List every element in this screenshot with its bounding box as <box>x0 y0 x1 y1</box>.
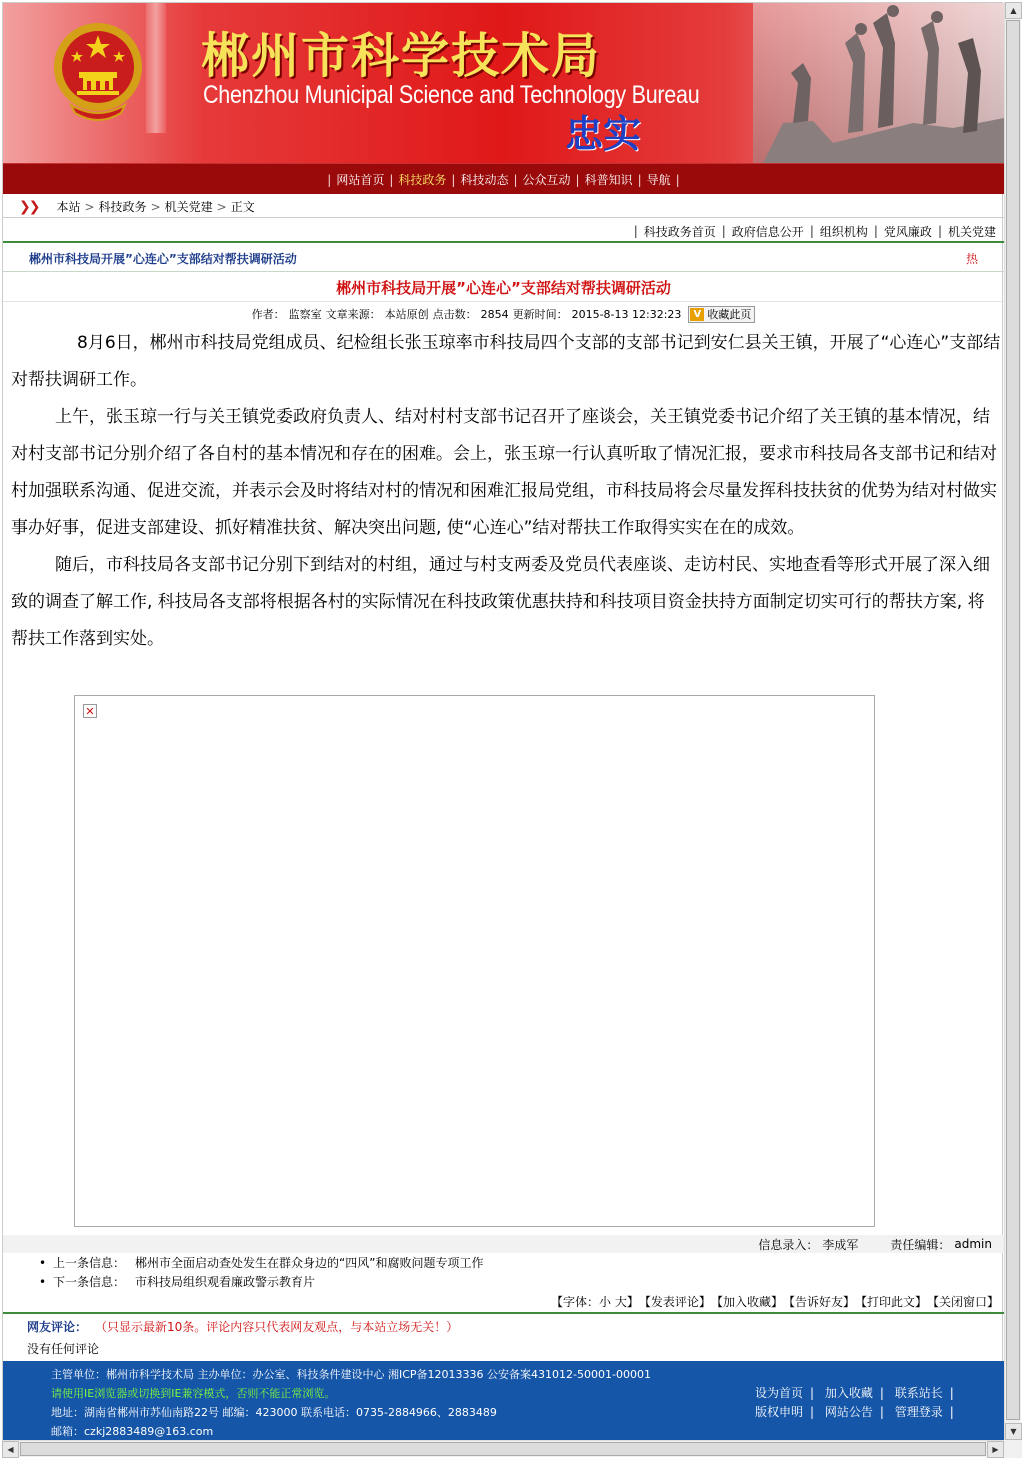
broken-image-icon: ✕ <box>83 704 97 718</box>
updated-value: 2015-8-13 12:32:23 <box>571 307 682 321</box>
updated-label: 更新时间： <box>512 308 568 321</box>
sub-nav <box>3 221 1004 243</box>
header-banner <box>3 3 1004 163</box>
breadcrumb-item[interactable]: 机关党建 <box>164 200 213 214</box>
scrollbar-corner <box>1004 1440 1022 1458</box>
footer-links <box>755 1384 961 1422</box>
article-title-bar <box>3 246 1004 272</box>
set-homepage-link[interactable]: 设为首页 <box>755 1386 804 1400</box>
article-paragraph: 上午，张玉琼一行与关王镇党委政府负责人、结对村村支部书记召开了座谈会，关王镇党委书记介绍了关王镇的基本情况，结对村支部书记分别介绍了各自村的基本情况和存在的困难。会上，张玉琼一行认真听取了情况汇报，要求市科技局各支部书记和结对村加强联系沟通、促进交流，并表示会及时将结对村的情况和困难汇报局党组，市科技局将会尽量发挥科技扶贫的优势为结对村做实事办好事，促进支部建设、抓好精准扶贫、解决突出问题, 使“心连心”结对帮扶工作取得实实在在的成效。 <box>11 407 997 538</box>
source-value: 本站原创 <box>384 308 429 321</box>
breadcrumb-separator-icon: > <box>216 199 227 214</box>
article-tools <box>3 1292 1004 1310</box>
scroll-up-icon[interactable]: ▲ <box>1005 2 1022 19</box>
article-bar-title: 郴州市科技局开展”心连心”支部结对帮扶调研活动 <box>29 252 297 266</box>
nav-link[interactable]: 科普知识 <box>584 173 633 187</box>
article-paragraph: 随后，市科技局各支部书记分别下到结对的村组，通过与村支两委及党员代表座谈、走访村民、实地查看等形式开展了深入细致的调查了解工作, 科技局各支部将根据各村的实际情况在科技政策优惠扶持和科技项目资金扶持方面制定切实可行的帮扶方案, 将帮扶工作落到实处。 <box>11 555 990 649</box>
subnav-separator: | <box>721 224 726 238</box>
comments-heading: 网友评论： <box>27 1319 88 1334</box>
subnav-separator: | <box>873 224 878 238</box>
breadcrumb <box>3 196 1004 218</box>
site-title: 郴州市科学技术局 <box>201 28 602 84</box>
footer-address: 地址：湖南省郴州市苏仙南路22号 邮编：423000 联系电话：0735-2884966、2883489 <box>51 1406 497 1419</box>
comments-note: （只显示最新10条。评论内容只代表网友观点，与本站立场无关！） <box>95 1319 459 1334</box>
footer-email: 邮箱：czkj2883489@163.com <box>51 1425 214 1438</box>
nav-item-news[interactable]: 科技动态 | <box>460 172 518 187</box>
close-window-button[interactable]: 【关闭窗口】 <box>926 1294 999 1309</box>
prev-label: 上一条信息： <box>53 1256 126 1270</box>
scroll-down-icon[interactable]: ▼ <box>1005 1423 1022 1440</box>
copyright-link[interactable]: 版权申明 <box>755 1405 804 1419</box>
source-label: 文章来源： <box>325 308 381 321</box>
article-title: 郴州市科技局开展”心连心”支部结对帮扶调研活动 <box>3 274 1004 302</box>
prev-article[interactable] <box>39 1254 979 1273</box>
recorder-value: 李成军 <box>822 1237 859 1252</box>
scroll-right-icon[interactable]: ▶ <box>987 1441 1004 1458</box>
footer-links-row: 设为首页 | 加入收藏 | 联系站长 | <box>755 1386 954 1400</box>
add-favorite-link[interactable]: 加入收藏 <box>824 1386 873 1400</box>
footer-info <box>51 1365 651 1441</box>
nav-item-home[interactable]: 网站首页 | <box>336 172 394 187</box>
font-size-end: 】 <box>626 1294 639 1309</box>
main-nav-list <box>322 164 684 195</box>
editor-label: 责任编辑： <box>890 1237 951 1252</box>
announcement-link[interactable]: 网站公告 <box>824 1405 873 1419</box>
article-image-placeholder <box>74 695 875 1227</box>
comments-header <box>3 1312 1004 1338</box>
next-article[interactable] <box>39 1273 979 1292</box>
vertical-scroll-thumb[interactable] <box>1006 20 1020 1420</box>
main-nav <box>3 163 1004 194</box>
subnav-item[interactable]: 组织机构 <box>819 224 868 239</box>
subnav-separator: | <box>937 224 942 238</box>
breadcrumb-item[interactable]: 科技政务 <box>98 200 147 214</box>
font-size-label: 【字体： <box>551 1294 600 1309</box>
article-body <box>11 325 1001 658</box>
banner-motto: 忠实 <box>565 112 642 156</box>
double-chevron-icon: ❯❯ <box>19 198 39 215</box>
bookmark-label: 收藏此页 <box>707 308 752 321</box>
hot-badge: 热 <box>965 252 978 266</box>
font-large-button[interactable]: 大 <box>614 1294 627 1309</box>
nav-link[interactable]: 导航 <box>646 173 671 187</box>
author-label: 作者： <box>251 308 285 321</box>
horizontal-scrollbar[interactable] <box>2 1440 1004 1457</box>
breadcrumb-current: 正文 <box>230 200 255 214</box>
national-emblem-icon <box>51 17 145 127</box>
nav-item-affairs[interactable]: 科技政务 | <box>398 172 456 187</box>
scroll-left-icon[interactable]: ◀ <box>2 1441 19 1458</box>
nav-item-science[interactable]: 科普知识 | <box>584 172 642 187</box>
nav-link-active[interactable]: 科技政务 <box>398 173 447 187</box>
banner-light-stripe <box>146 3 166 133</box>
article-paragraph: 8月6日，郴州市科技局党组成员、纪检组长张玉琼率市科技局四个支部的支部书记到安仁县关王镇，开展了“心连心”支部结对帮扶调研工作。 <box>11 333 1001 390</box>
clicks-label: 点击数： <box>432 308 477 321</box>
subnav-item[interactable]: 党风廉政 <box>883 224 932 239</box>
nav-link[interactable]: 科技动态 <box>460 173 509 187</box>
subnav-separator: | <box>809 224 814 238</box>
admin-login-link[interactable]: 管理登录 <box>894 1405 943 1419</box>
nav-item-interaction[interactable]: 公众互动 | <box>522 172 580 187</box>
add-favorite-button[interactable]: 【加入收藏】 <box>710 1294 783 1309</box>
font-small-button[interactable]: 小 <box>599 1294 612 1309</box>
bookmark-icon: V <box>690 308 704 321</box>
subnav-item[interactable]: 政府信息公开 <box>731 224 804 239</box>
footer <box>3 1361 1004 1441</box>
subnav-item[interactable]: 机关党建 <box>947 224 996 239</box>
next-label: 下一条信息： <box>53 1275 126 1289</box>
nav-separator: | <box>327 172 332 187</box>
footer-organizer: 主管单位：郴州市科学技术局 主办单位：办公室、科技条件建设中心 湘ICP备12013336 公安备案431012-50001-00001 <box>51 1368 651 1381</box>
subnav-separator: | <box>633 224 638 238</box>
comments-empty: 没有任何评论 <box>27 1342 100 1356</box>
footer-links-row: 版权申明 | 网站公告 | 管理登录 | <box>755 1405 954 1419</box>
next-article-link[interactable]: 市科技局组织观看廉政警示教育片 <box>135 1275 316 1289</box>
contact-admin-link[interactable]: 联系站长 <box>894 1386 943 1400</box>
sculpture-photo <box>753 3 1004 163</box>
breadcrumb-item[interactable]: 本站 <box>56 200 81 214</box>
footer-browser-warning: 请使用IE浏览器或切换到IE兼容模式，否则不能正常浏览。 <box>51 1387 336 1400</box>
horizontal-scroll-thumb[interactable] <box>20 1442 986 1456</box>
clicks-value: 2854 <box>480 307 509 321</box>
site-title-english: Chenzhou Municipal Science and Technology Bureau <box>203 81 700 109</box>
nav-item-sitemap[interactable]: 导航 | <box>646 172 680 187</box>
recorder-label: 信息录入： <box>758 1237 819 1252</box>
post-comment-button[interactable]: 【发表评论】 <box>638 1294 711 1309</box>
nav-link[interactable]: 公众互动 <box>522 173 571 187</box>
breadcrumb-separator-icon: > <box>84 199 95 214</box>
print-button[interactable]: 【打印此文】 <box>854 1294 927 1309</box>
breadcrumb-separator-icon: > <box>150 199 161 214</box>
bookmark-page-button[interactable] <box>688 306 755 323</box>
subnav-item[interactable]: 科技政务首页 <box>643 224 716 239</box>
vertical-scrollbar[interactable] <box>1004 2 1021 1440</box>
prev-next-list <box>39 1254 979 1292</box>
editor-info <box>3 1235 1004 1253</box>
prev-article-link[interactable]: 郴州市全面启动查处发生在群众身边的“四风”和腐败问题专项工作 <box>135 1256 484 1270</box>
editor-value: admin <box>954 1237 992 1251</box>
article-meta <box>3 304 1004 324</box>
page-frame <box>2 2 1003 1440</box>
tell-friend-button[interactable]: 【告诉好友】 <box>782 1294 855 1309</box>
nav-link[interactable]: 网站首页 <box>336 173 385 187</box>
author-value: 监察室 <box>288 308 322 321</box>
